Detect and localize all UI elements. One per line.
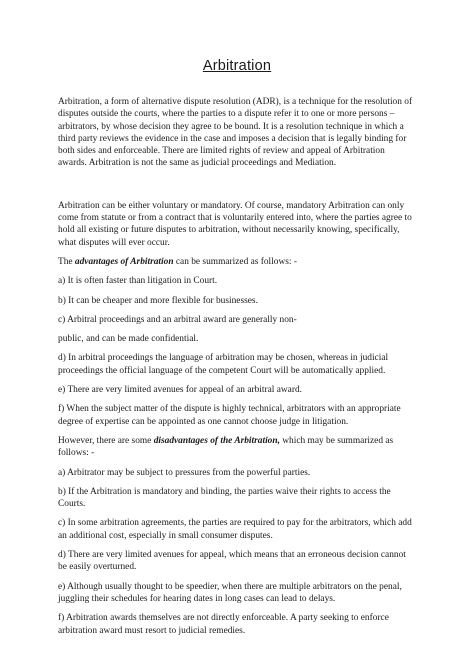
advantage-item: f) When the subject matter of the dispute is highly technical, arbitrators with an appropriate degree of expertise can be appointed as one cannot choose judge in litigation.	[58, 404, 401, 427]
disadvantage-item: b) If the Arbitration is mandatory and binding, the parties waive their rights to access the Courts.	[58, 486, 391, 510]
disadvantage-item: e) Although usually thought to be speedier, when there are multiple arbitrators on the penal, juggling their schedules for hearing dates in long cases can lead to delays.	[58, 581, 402, 604]
advantage-item: a) It is often faster than litigation in Court.	[58, 276, 218, 287]
advantages-intro	[58, 256, 416, 268]
disadvantages-intro-post: which may be summarized as follows: -	[58, 435, 394, 459]
advantages-heading: advantages of Arbitration	[74, 256, 174, 267]
disadvantage-item: a) Arbitrator may be subject to pressures from the powerful parties.	[58, 467, 311, 478]
advantage-item: d) In arbitral proceedings the language of arbitration may be chosen, whereas in judicial proceedings the official language of the competent Court will be automatically applied.	[58, 353, 389, 376]
disadvantages-intro	[58, 435, 416, 460]
advantage-item: c) Arbitral proceedings and an arbitral award are generally non-	[58, 314, 297, 325]
disadvantage-item: d) There are very limited avenues for appeal, which means that an erroneous decision cannot be easily overturned.	[58, 550, 406, 573]
advantages-intro-post: can be summarized as follows: -	[173, 256, 297, 267]
advantage-item: b) It can be cheaper and more flexible for businesses.	[58, 295, 258, 306]
document-title: Arbitration	[202, 58, 272, 74]
disadvantages-heading: disadvantages of the Arbitration,	[153, 435, 280, 446]
disadvantages-intro-pre: However, there are some	[58, 435, 154, 446]
advantage-item: public, and can be made confidential.	[58, 334, 199, 345]
advantages-intro-pre: The	[58, 256, 75, 267]
disadvantage-item: f) Arbitration awards themselves are not directly enforceable. A party seeking to enforce arbitration award must resort to judicial remedies.	[58, 613, 389, 636]
voluntary-paragraph: Arbitration can be either voluntary or mandatory. Of course, mandatory Arbitration can only come from statute or from a contract that is voluntarily entered into, where the parties agree to hold all existing or future disputes to arbitration, without necessarily knowing, specifically, what disputes will ever occur.	[58, 200, 412, 248]
disadvantage-item: c) In some arbitration agreements, the parties are required to pay for the arbitrators, which add an additional cost, especially in small consumer disputes.	[58, 518, 412, 541]
intro-paragraph: Arbitration, a form of alternative dispute resolution (ADR), is a technique for the resolution of disputes outside the courts, where the parties to a dispute refer it to one or more persons – arbitrators, by whose decision they agree to be bound. It is a resolution technique in which a third party reviews the evidence in the case and imposes a decision that is legally binding for both sides and enforceable. There are limited rights of review and appeal of Arbitration awards. Arbitration is not the same as judicial proceedings and Mediation.	[58, 97, 413, 169]
advantage-item: e) There are very limited avenues for appeal of an arbitral award.	[58, 385, 302, 396]
